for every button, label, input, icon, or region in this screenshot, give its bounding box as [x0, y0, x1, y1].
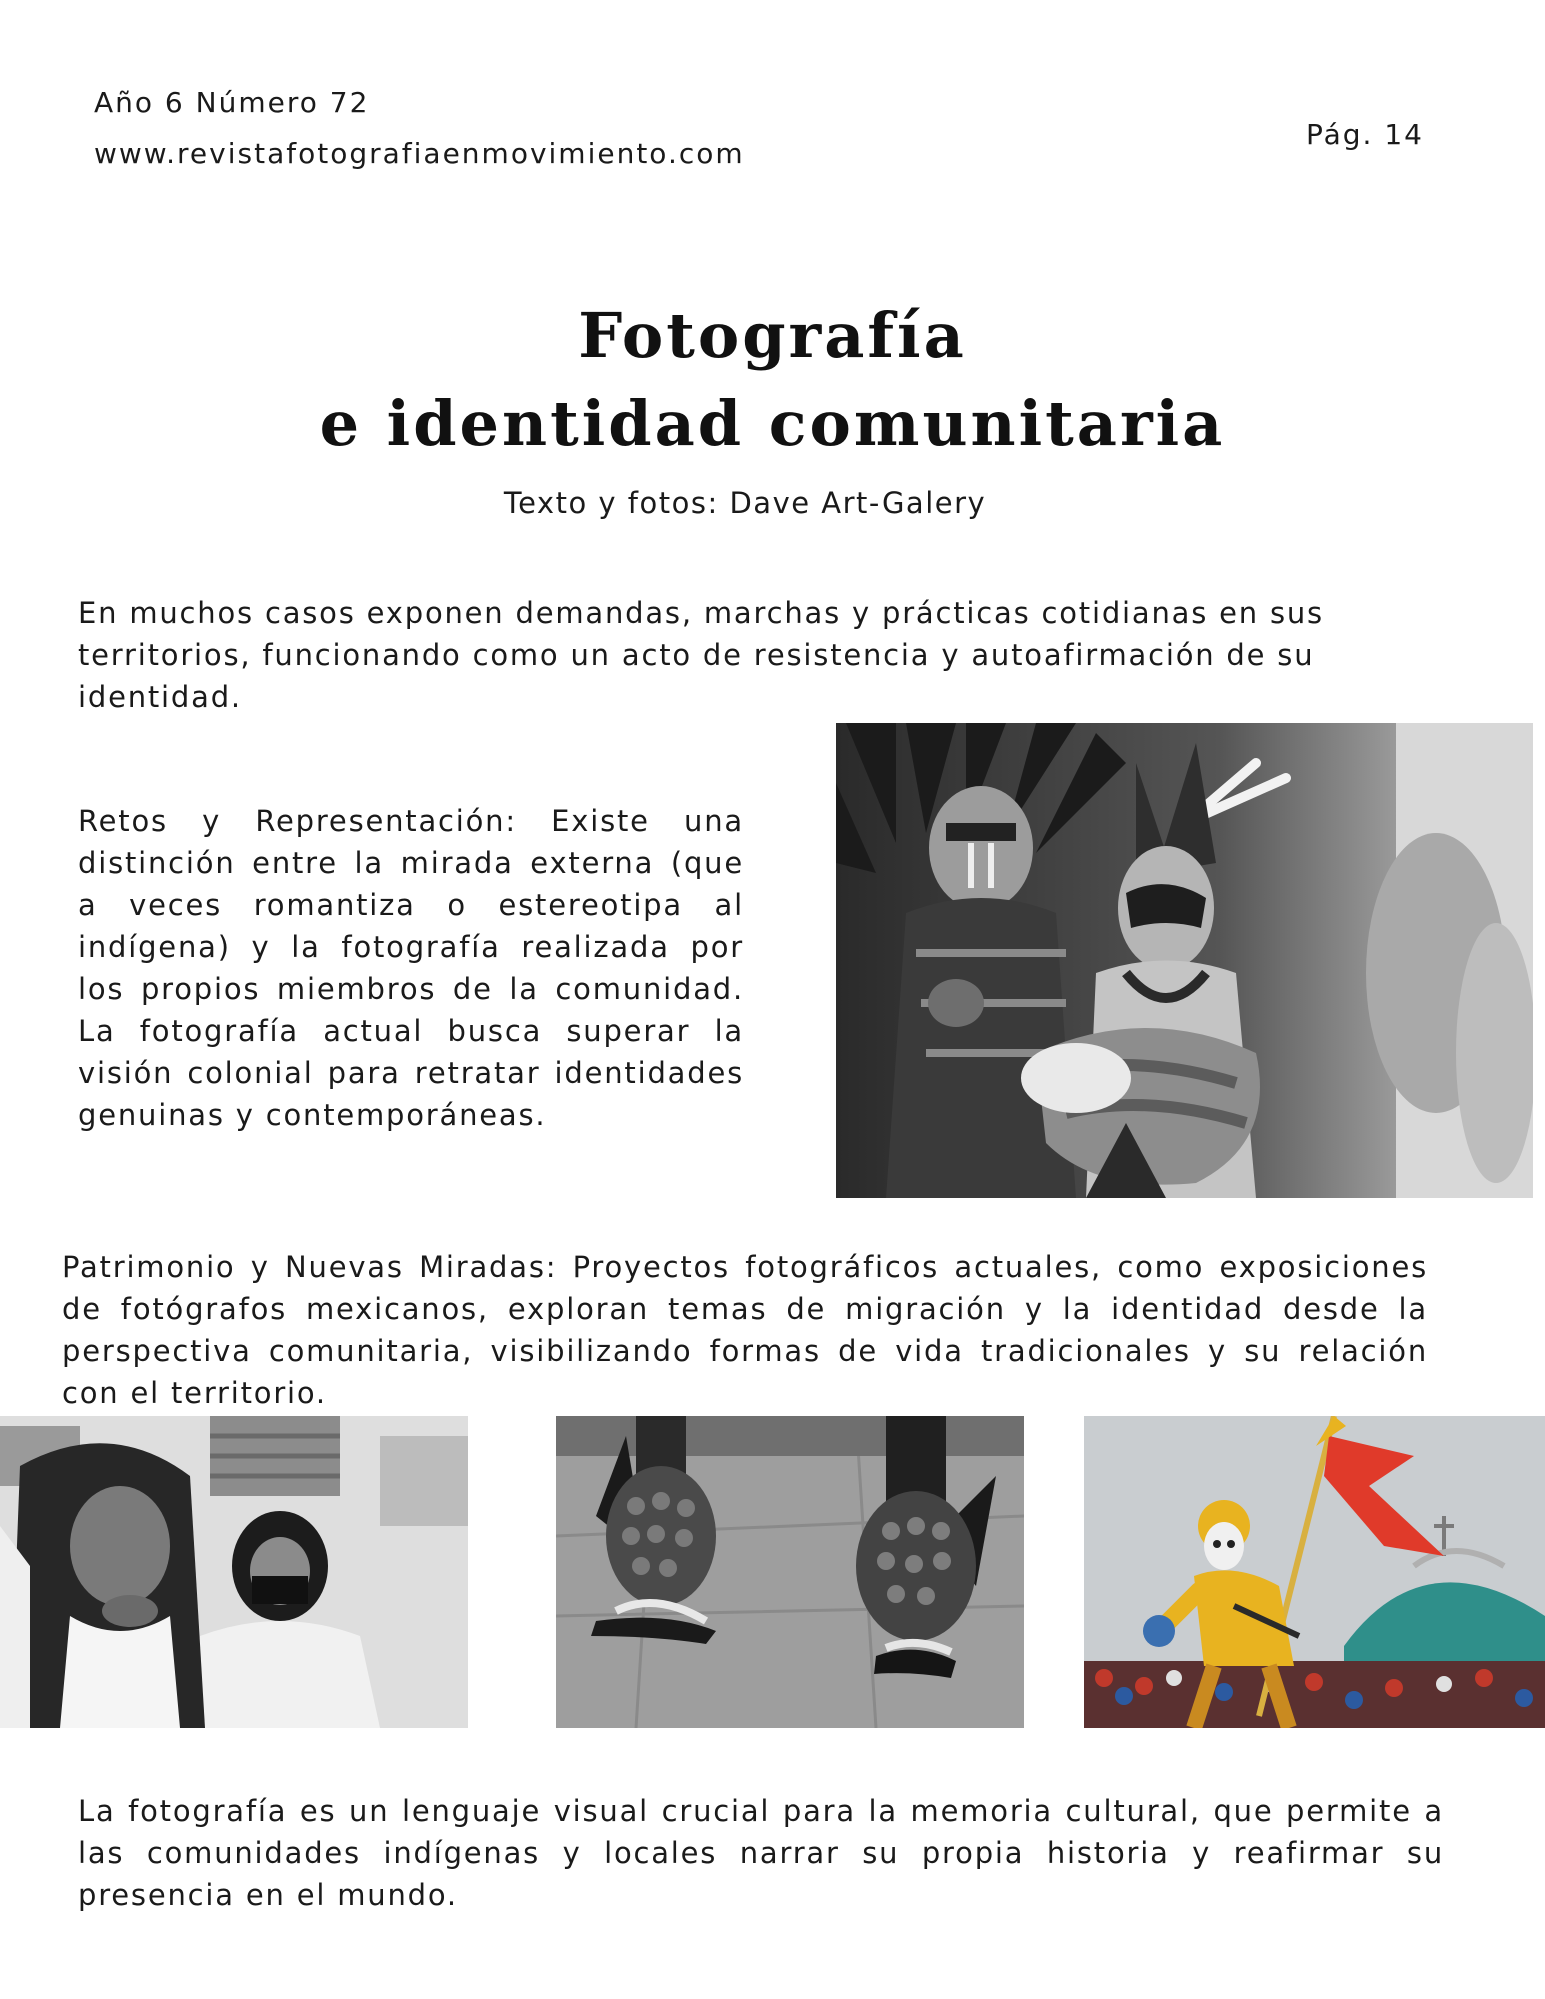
women-portrait-photo — [0, 1416, 468, 1728]
issue-number: Año 6 Número 72 — [94, 86, 370, 119]
retos-paragraph: Retos y Representación: Existe una distinción entre la mirada externa (que a veces romantiza o estereotipa al indígena) y la fotografía realizada por los propios miembros de la comunidad. La fotografía actual busca superar la visión colonial para retratar identidades genuinas y contemporáneas. — [78, 804, 744, 1132]
color-dancer-photo — [1084, 1416, 1545, 1728]
intro-paragraph: En muchos casos exponen demandas, marchas y prácticas cotidianas en sus territorios, funcionando como un acto de resistencia y autoafirmación de su identidad. — [78, 596, 1324, 714]
title-line-1: Fotografía — [578, 299, 967, 372]
page-number: Pág. 14 — [1306, 118, 1424, 151]
dancer-feet-photo — [556, 1416, 1024, 1728]
patrimonio-paragraph: Patrimonio y Nuevas Miradas: Proyectos fotográficos actuales, como exposiciones de fotógrafos mexicanos, exploran temas de migración y la identidad desde la perspectiva comunitaria, visibilizando formas de vida tradicionales y su relación con el territorio. — [62, 1250, 1428, 1410]
byline: Texto y fotos: Dave Art-Galery — [503, 486, 987, 520]
closing-paragraph: La fotografía es un lenguaje visual crucial para la memoria cultural, que permite a las comunidades indígenas y locales narrar su propia historia y reafirmar su presencia en el mundo. — [78, 1794, 1444, 1912]
article-title — [0, 292, 1545, 468]
title-line-2: e identidad comunitaria — [319, 387, 1226, 460]
magazine-website: www.revistafotografiaenmovimiento.com — [94, 137, 745, 170]
danzantes-photo — [836, 723, 1533, 1198]
